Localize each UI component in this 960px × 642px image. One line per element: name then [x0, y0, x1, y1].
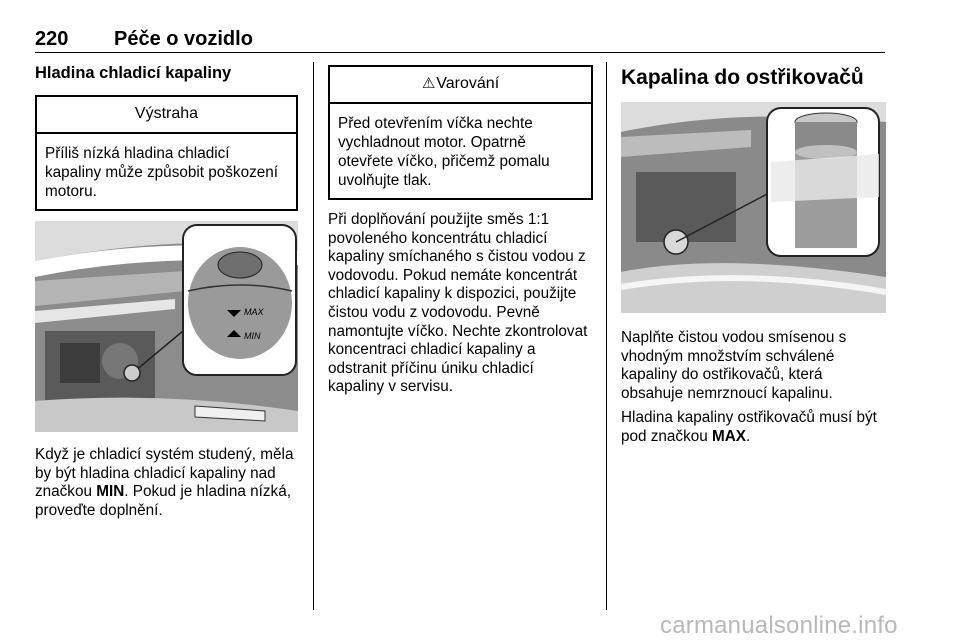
warning-triangle-icon: ⚠ — [421, 75, 436, 92]
warning-text: Před otevřením víčka nechte vychladnout motor. Opatrně otevřete víčko, přičemž pomalu uvolňujte tlak. — [338, 115, 550, 189]
watermark: carmanualsonline.info — [660, 612, 898, 639]
section-title-coolant: Hladina chladicí kapaliny — [35, 64, 232, 82]
warning-heading-row — [330, 67, 591, 104]
washer-reservoir-image — [621, 102, 886, 313]
warning-box — [328, 65, 593, 200]
column-washer-fluid — [621, 62, 886, 447]
page-number: 220 — [35, 28, 69, 50]
chapter-title: Péče o vozidlo — [114, 28, 253, 50]
min-mark-label: MIN — [244, 331, 261, 341]
page-header — [35, 28, 885, 53]
washer-reservoir-illustration — [621, 102, 886, 313]
column-divider — [313, 62, 314, 610]
column-divider — [606, 62, 607, 610]
min-label: MIN — [96, 483, 125, 501]
caution-box — [35, 95, 298, 211]
coolant-reservoir-image — [35, 221, 298, 432]
warning-heading: Varování — [436, 75, 500, 92]
refill-text: Při doplňování použijte směs 1:1 povoleného koncentrátu chladicí kapaliny smíchaného s čistou vodou z vodovodu. Pokud nemáte koncentrát chladicí kapaliny k dispozici, použijte čistou vodu z vodovodu. Pevně namontujte víčko. Nechte zkontrolovat koncentraci chladicí kapaliny a odstranit příčinu úniku chladicí kapaliny v servisu. — [328, 211, 588, 396]
coolant-reservoir-illustration — [35, 221, 298, 432]
column-coolant — [35, 62, 298, 520]
washer-fill-text: Naplňte čistou vodou smísenou s vhodným množstvím schválené kapaliny do ostřikovačů, která obsahuje nemrznoucí kapalinu. — [621, 329, 847, 402]
max-label: MAX — [712, 427, 746, 445]
washer-level-text: Hladina kapaliny ostřikovačů musí být pod značkou MAX. — [621, 409, 877, 445]
caution-text: Příliš nízká hladina chladicí kapaliny může způsobit poškození motoru. — [45, 145, 278, 200]
caution-heading: Výstraha — [37, 97, 296, 134]
max-mark-label: MAX — [244, 307, 264, 317]
coolant-level-text: Když je chladicí systém studený, měla by být hladina chladicí kapaliny nad značkou MIN. Pokud je hladina nízká, proveďte doplnění. — [35, 446, 294, 519]
section-title-washer: Kapalina do ostřikovačů — [621, 66, 864, 89]
column-warning — [328, 62, 593, 397]
